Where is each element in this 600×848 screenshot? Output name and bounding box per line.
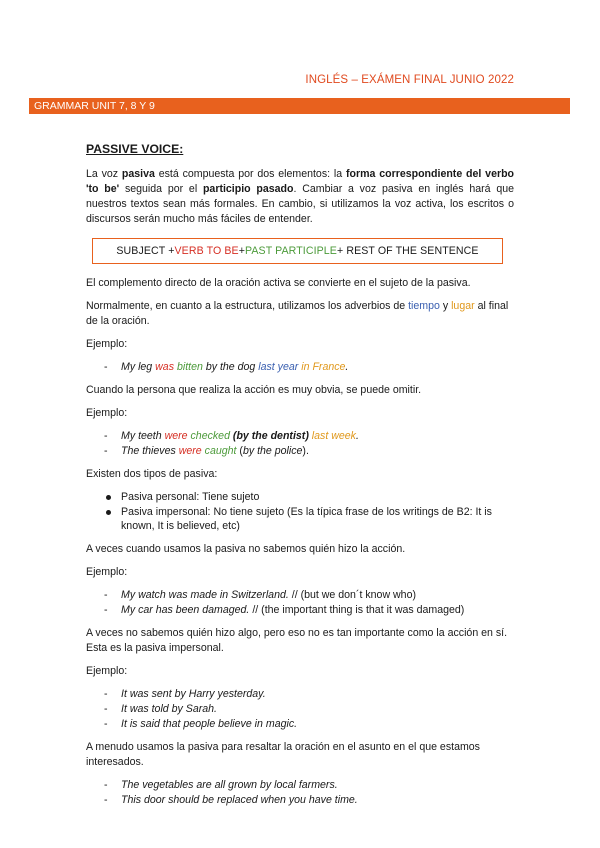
example-list-4 — [86, 687, 514, 732]
paragraph-highlight: A menudo usamos la pasiva para resaltar la oración en el asunto en el que estamos interesados. — [86, 740, 480, 768]
list-item: - It was sent by Harry yesterday. — [104, 687, 266, 700]
list-item: - My car has been damaged. // (the important thing is that it was damaged) — [104, 603, 465, 616]
section-heading: PASSIVE VOICE: — [86, 142, 184, 156]
list-item: Pasiva personal: Tiene sujeto — [86, 490, 514, 505]
paragraph-impersonal: A veces no sabemos quién hizo algo, pero eso no es tan importante como la acción en sí. Esta es la pasiva impersonal. — [86, 626, 508, 654]
example-label: Ejemplo: — [86, 664, 128, 677]
paragraph-omit: Cuando la persona que realiza la acción es muy obvia, se puede omitir. — [86, 384, 422, 396]
paragraph-types: Existen dos tipos de pasiva: — [86, 468, 218, 480]
list-item: - It was told by Sarah. — [104, 702, 217, 715]
list-item: - The vegetables are all grown by local farmers. — [104, 778, 338, 791]
passive-formula-box: SUBJECT + VERB TO BE + PAST PARTICIPLE + REST OF THE SENTENCE — [92, 238, 503, 264]
list-item: - My teeth were checked (by the dentist) last week. — [104, 430, 359, 442]
list-item: - My watch was made in Switzerland. // (but we don´t know who) — [104, 588, 416, 601]
document-header-title: INGLÉS – EXÁMEN FINAL JUNIO 2022 — [305, 74, 514, 86]
example-label: Ejemplo: — [86, 338, 128, 350]
example-label: Ejemplo: — [86, 407, 128, 419]
example-list-2 — [86, 429, 514, 459]
intro-paragraph: La voz pasiva está compuesta por dos elementos: la forma correspondiente del verbo 'to be' seguida por el participio pasado. Cambiar a voz pasiva en inglés hará que nuestros textos sean más formales. En cambio, si utilizamos la voz activa, los escritos o discursos serán mucho más fáciles de entender. — [86, 168, 515, 225]
list-item: - It is said that people believe in magic. — [104, 717, 298, 730]
paragraph-adverbs: Normalmente, en cuanto a la estructura, utilizamos los adverbios de tiempo y lugar al final de la oración. — [86, 300, 509, 327]
unit-title-bar: GRAMMAR UNIT 7, 8 Y 9 — [29, 98, 570, 114]
passive-types-list — [86, 490, 514, 534]
list-item: - My leg was bitten by the dog last year in France. — [104, 361, 349, 373]
bullet-icon — [106, 495, 111, 500]
example-list-3 — [86, 588, 514, 618]
example-list-5 — [86, 778, 514, 808]
list-item: - This door should be replaced when you have time. — [104, 793, 358, 806]
document-body — [86, 142, 514, 816]
example-label: Ejemplo: — [86, 565, 128, 578]
bullet-icon — [106, 510, 111, 515]
list-item: Pasiva impersonal: No tiene sujeto (Es la típica frase de los writings de B2: It is known, It is believed, etc) — [86, 505, 514, 534]
paragraph-unknown-agent: A veces cuando usamos la pasiva no sabemos quién hizo la acción. — [86, 542, 406, 555]
list-item: - The thieves were caught (by the police). — [104, 445, 309, 457]
paragraph-direct-object: El complemento directo de la oración activa se convierte en el sujeto de la pasiva. — [86, 277, 471, 289]
example-list-1 — [86, 360, 514, 375]
